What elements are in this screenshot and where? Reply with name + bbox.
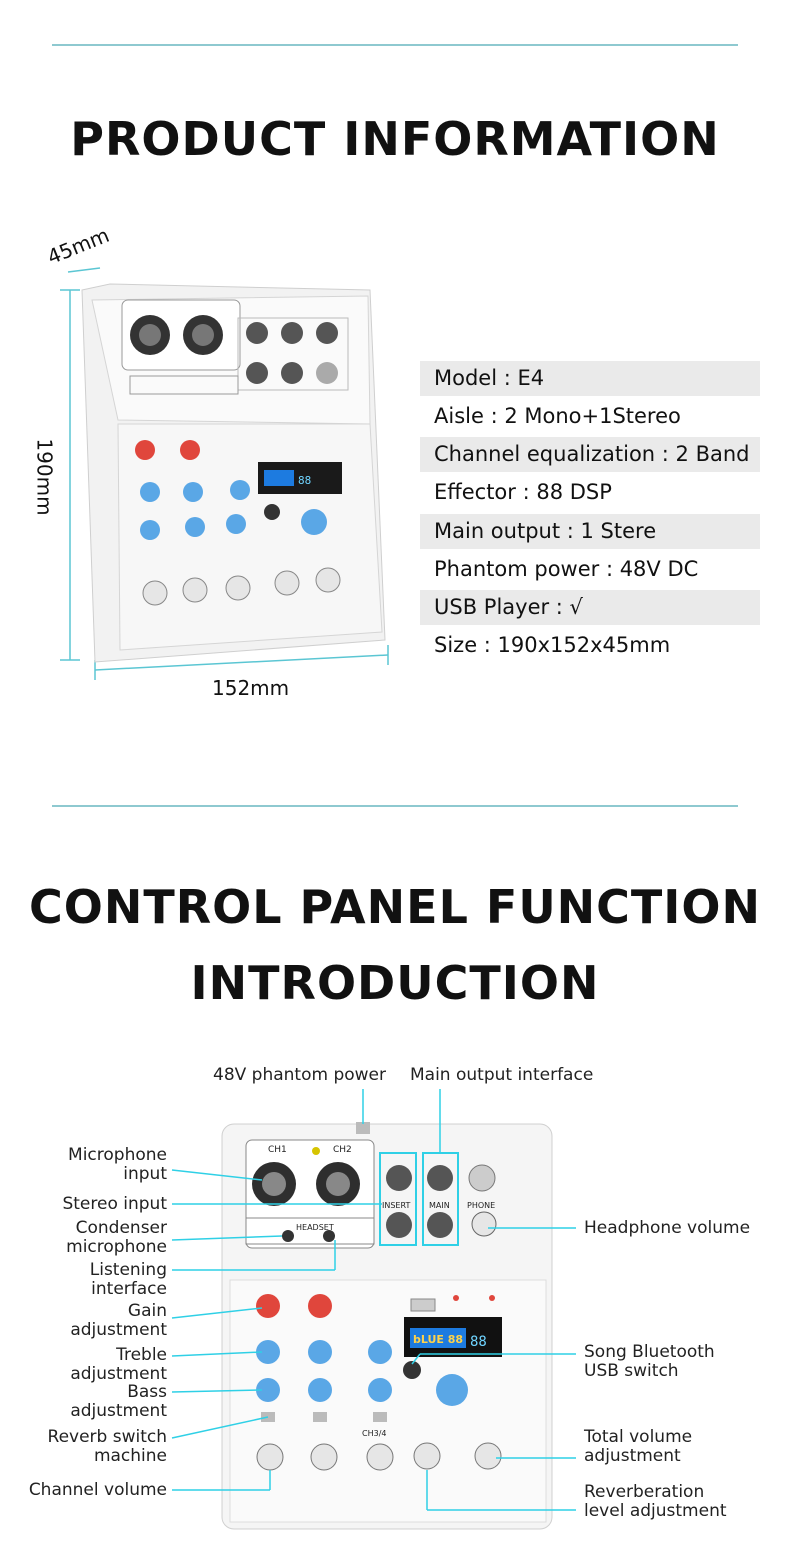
- panel-ch1-label: CH1: [268, 1145, 287, 1155]
- width-dimension: 152mm: [212, 676, 290, 700]
- spec-row: Channel equalization : 2 Band: [420, 437, 760, 472]
- label-channel-volume: Channel volume: [28, 1480, 167, 1500]
- label-listening-interface: Listening interface: [89, 1260, 167, 1299]
- label-total-volume: Total volume adjustment: [584, 1427, 693, 1466]
- panel-headset-label: HEADSET: [296, 1223, 334, 1232]
- label-reverb-switch: Reverb switch machine: [47, 1427, 167, 1466]
- label-reverberation-level: Reverberation level adjustment: [584, 1482, 727, 1521]
- label-phantom-power: 48V phantom power: [213, 1065, 386, 1085]
- depth-dimension: 45mm: [43, 222, 113, 270]
- panel-display-text: bLUE 88: [413, 1333, 464, 1346]
- spec-row: Size : 190x152x45mm: [434, 633, 671, 657]
- panel-ch2-label: CH2: [333, 1145, 352, 1155]
- panel-phone-label: PHONE: [467, 1201, 496, 1210]
- label-microphone-input: Microphone input: [68, 1145, 167, 1184]
- control-panel-title-line2: INTRODUCTION: [190, 956, 600, 1010]
- product-info-title: PRODUCT INFORMATION: [70, 112, 720, 166]
- label-main-output: Main output interface: [410, 1065, 594, 1085]
- svg-text:88: 88: [470, 1334, 487, 1350]
- label-bass-adjustment: Bass adjustment: [70, 1382, 167, 1421]
- spec-row: Aisle : 2 Mono+1Stereo: [434, 404, 681, 428]
- spec-row: Phantom power : 48V DC: [434, 557, 699, 581]
- svg-text:88: 88: [298, 474, 312, 487]
- spec-row: USB Player : √: [420, 590, 760, 625]
- panel-main-label: MAIN: [429, 1201, 450, 1210]
- label-song-bluetooth-usb: Song Bluetooth USB switch: [584, 1342, 715, 1381]
- panel-ch34-label: CH3/4: [362, 1429, 387, 1438]
- panel-insert-label: INSERT: [382, 1201, 411, 1210]
- control-panel-title-line1: CONTROL PANEL FUNCTION: [28, 880, 762, 934]
- label-headphone-volume: Headphone volume: [584, 1218, 751, 1238]
- spec-row: Effector : 88 DSP: [434, 480, 612, 504]
- spec-row: Main output : 1 Stere: [420, 514, 760, 549]
- label-stereo-input: Stereo input: [62, 1194, 167, 1214]
- height-dimension: 190mm: [32, 438, 57, 516]
- label-treble-adjustment: Treble adjustment: [70, 1345, 167, 1384]
- label-gain-adjustment: Gain adjustment: [70, 1301, 167, 1340]
- spec-row: Model : E4: [420, 361, 760, 396]
- label-condenser-microphone: Condenser microphone: [66, 1218, 167, 1257]
